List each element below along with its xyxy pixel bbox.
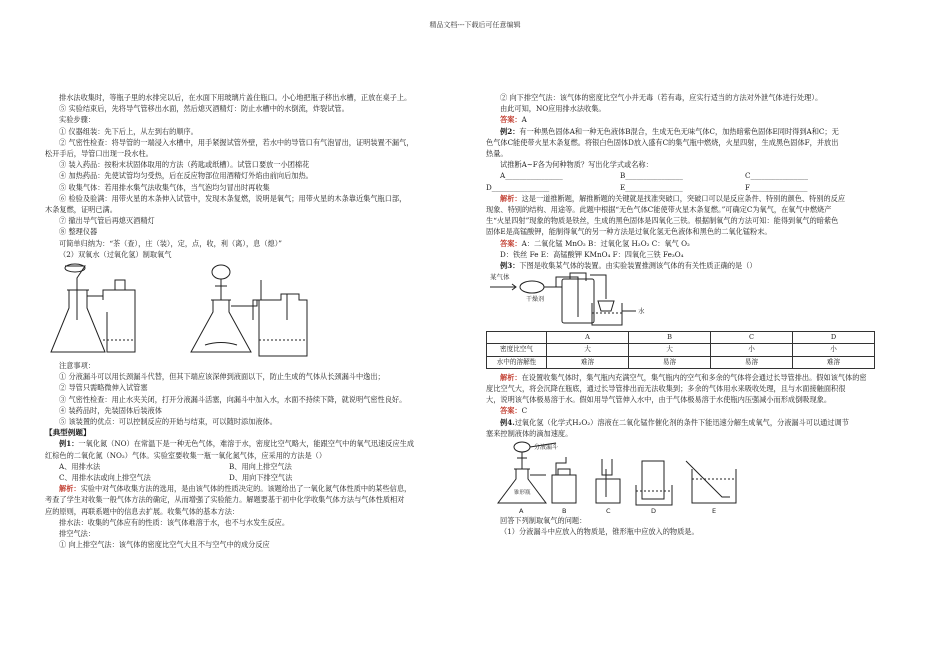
separatory-funnel-label: 分液漏斗 — [534, 444, 559, 452]
table-header-cell — [487, 332, 547, 344]
fig-label-b: B — [562, 507, 567, 516]
example2-line3: 热量。 — [486, 149, 508, 159]
blanks-def — [486, 182, 901, 193]
example1-line1: 例1：一氧化氮（NO）在常温下是一种无色气体，难溶于水，密度比空气略大，能跟空气中的氧气迅速反应生成 — [59, 439, 415, 449]
option-d: D、用向下排空气法 — [229, 473, 293, 483]
conical-flask-label: 锥形瓶 — [514, 490, 531, 497]
table-header-cell: B — [629, 332, 711, 344]
table-cell: 易溶 — [711, 356, 793, 368]
example1-analysis-line1: 解析：实验中对气体收集方法的选用，是由该气体的性质决定的。该题给出了一氧化氮气体性质中的某些信息， — [59, 484, 412, 494]
text-line: ⑦ 撤出导气管后再熄灭酒精灯 — [59, 216, 155, 226]
blank-f: F________________ — [745, 182, 808, 192]
text-line: ④ 装药品时，先装固体后装液体 — [59, 405, 162, 415]
blanks-abc — [486, 170, 901, 181]
table-row — [487, 344, 875, 356]
option-c: C、用排水法或向上排空气法 — [59, 473, 151, 483]
right-column — [486, 92, 901, 537]
option-b: B、用向上排空气法 — [229, 461, 292, 471]
table-header-row — [487, 332, 875, 344]
table-cell: 密度比空气 — [487, 344, 547, 356]
text-line: ① 仪器组装：先下后上，从左到右的顺序。 — [59, 126, 198, 136]
properties-table — [486, 331, 875, 369]
blank-e: E________________ — [620, 182, 683, 192]
table-cell: 大 — [547, 344, 629, 356]
table-cell: 易溶 — [629, 356, 711, 368]
gas-collection-figure — [486, 271, 901, 329]
question4-line2: （1）分液漏斗中应放入的物质是，锥形瓶中应放入的物质是。 — [500, 527, 699, 537]
blank-b: B________________ — [620, 171, 683, 181]
example2-line1: 例2：有一种黑色固体A和一种无色液体B混合，生成无色无味气体C，加热暗紫色固体E同时得到A和C；无 — [500, 126, 839, 136]
text-line: ⑧ 整理仪器 — [59, 227, 98, 237]
text-line: 排水法收集时，等瓶子里的水排完以后，在水面下用玻璃片盖住瓶口。小心地把瓶子移出水槽，正放在桌子上。 — [59, 93, 412, 102]
text-line: ⑤ 该装置的优点：可以控制反应的开始与结束，可以随时添加液体。 — [59, 417, 277, 427]
text-line: ② 导管只需略微伸入试管塞 — [59, 383, 148, 393]
text-line: 实验步骤： — [59, 115, 95, 125]
method-water: 排水法：收集的气体应有的性质：该气体难溶于水，也不与水发生反应。 — [59, 517, 290, 527]
fig-label-e: E — [712, 507, 717, 516]
example1-line2: 红棕色的二氧化氮（NO₂）气体。实验室要收集一瓶一氧化氮气体，应采用的方法是（） — [45, 450, 327, 460]
example2-analysis-line2: 现象、特别的结构、用途等。此题中根据“无色气体C能使带火星木条复燃。”可确定C为氧气，在氧气中燃烧产 — [486, 205, 832, 215]
example2-analysis-line3: 生“火星四射”现象的物质是铁丝，生成的黑色固体是四氧化三铁。根据制氧气的方法可知：能得到氧气的暗紫色 — [486, 216, 839, 226]
example1-analysis-line3: 应的原则，再联系题中的信息去扩展。收集气体的基本方法： — [45, 506, 240, 516]
example3-question: 例3：下图是收集某气体的装置。由实验装置推测该气体的有关性质正确的是（） — [500, 261, 757, 271]
method-air: 排空气法： — [59, 529, 95, 539]
text-line: 注意事项： — [59, 361, 95, 371]
gas-collection-drawing — [486, 271, 901, 329]
answer2-line2: D：铁丝 Fe E：高锰酸钾 KMnO₄ F：四氧化三铁 Fe₃O₄ — [500, 249, 684, 259]
example3-analysis-line2: 度比空气大，将会沉降在瓶底，通过长导管排出而无法收集到；多余的气体用水来吸收处理，且与水面接触面积很 — [486, 384, 846, 394]
fig-label-c: C — [606, 507, 611, 516]
text-line: ① 分液漏斗可以用长颈漏斗代替，但其下端应该深伸到液面以下，防止生成的气体从长颈漏斗中逸出； — [59, 372, 385, 382]
table-header-cell: C — [711, 332, 793, 344]
example2-line4: 试推断A~F各为何种物质？写出化学式或名称： — [500, 160, 653, 170]
conclusion-line: 由此可知，NO应用排水法收集。 — [500, 104, 606, 114]
left-text-block — [45, 92, 483, 260]
fig-label-d: D — [651, 507, 657, 516]
example1-options-ab — [45, 461, 483, 472]
text-line: ③ 气密性检查：用止水夹关闭，打开分液漏斗活塞，向漏斗中加入水，水面不持续下降，就说明气密性良好。 — [59, 394, 407, 404]
text-line: ③ 装入药品：按粉末状固体取用的方法（药匙或纸槽）。试管口要放一小团棉花 — [59, 160, 310, 170]
gas-label: 某气体 — [490, 273, 510, 282]
oxygen-apparatus-figure — [486, 439, 901, 515]
example1-options-cd — [45, 472, 483, 483]
text-line: 木条复燃，证明已满。 — [45, 205, 117, 215]
text-line: ④ 加热药品：先使试管均匀受热，后在反应物部位用酒精灯外焰由前向后加热。 — [59, 171, 313, 181]
blank-c: C________________ — [745, 171, 808, 181]
typical-examples-title: 【典型例题】 — [45, 428, 91, 438]
example2-analysis-line1: 解析：这是一道推断题，解推断题的关键就是找准突破口，突破口可以是反应条件、特别的颜色、特别的反应 — [500, 193, 846, 203]
table-cell: 难溶 — [547, 356, 629, 368]
example3-analysis-line3: 大，说明该气体极易溶于水。假如用导气管伸入水中，由于气体极易溶于水使瓶内压强减小而形成倒吸现象。 — [486, 395, 832, 405]
example4-line2: 塞来控制液体的滴加速度。 — [486, 428, 573, 438]
text-line: （2）双氧水（过氧化氢）制取氧气 — [59, 249, 172, 259]
method-upward-air: ① 向上排空气法：该气体的密度比空气大且不与空气中的成分反应 — [59, 540, 270, 550]
text-line: ② 气密性检查：将导管的一端浸入水槽中，用手紧握试管外壁，若水中的导管口有气泡冒出，证明装置不漏气， — [59, 137, 414, 147]
method-downward-air: ② 向下排空气法：该气体的密度比空气小并无毒（若有毒，应实行适当的方法对外泄气体进行处理）。 — [500, 93, 823, 102]
table-cell: 大 — [629, 344, 711, 356]
table-cell: 水中的溶解性 — [487, 356, 547, 368]
blank-a: A________________ — [500, 171, 563, 181]
text-line: ⑤ 收集气体：若用排水集气法收集气体，当气泡均匀冒出时再收集 — [59, 182, 270, 192]
fig-label-a: A — [519, 507, 524, 516]
example2-analysis-line4: 固体E是高锰酸钾，能制得氧气的另一种方法是过氧化氢无色液体和黑色的二氧化锰粉末。 — [486, 227, 772, 237]
left-column — [45, 92, 483, 551]
question4-line1: 回答下列制取氧气的问题： — [500, 516, 587, 526]
table-header-cell: A — [547, 332, 629, 344]
text-line: ⑤ 实验结束后，先将导气管移出水面，然后熄灭酒精灯：防止水槽中的水倒流，炸裂试管。 — [59, 104, 349, 114]
text-line: 可简单归纳为：“茶（查），庄（装），定，点，收，利（离），息（熄）” — [59, 238, 282, 248]
table-cell: 小 — [711, 344, 793, 356]
option-a: A、用排水法 — [59, 461, 101, 471]
table-header-cell: D — [793, 332, 875, 344]
answer2-line1: 答案：A：二氧化锰 MnO₂ B：过氧化氢 H₂O₂ C：氧气 O₂ — [500, 238, 690, 248]
text-line: ⑥ 检验及验满：用带火星的木条伸入试管中，发现木条复燃，说明是氧气；用带火星的木条靠近集气瓶口部， — [59, 193, 407, 203]
peroxide-apparatus-figure — [45, 260, 483, 360]
text-line: 松开手后，导管口出现一段水柱。 — [45, 149, 153, 159]
example3-analysis-line1: 解析：在设置收集气体时，集气瓶内充满空气，集气瓶内的空气和多余的气体将会通过长导管排出。假如该气体的密 — [500, 372, 867, 382]
example1-analysis-line2: 考查了学生对收集一般气体方法的确定，从而增强了实验能力。解题要基于初中化学收集气体方法与气体性质相对 — [45, 495, 405, 505]
blank-d: D________________ — [486, 182, 550, 192]
oxygen-apparatus-drawing — [486, 439, 901, 515]
answer3: 答案：C — [500, 406, 528, 416]
example2-line2: 色气体C能使带火星木条复燃。将银白色固体D放入盛有C的集气瓶中燃烧，火星四射，生成黑色固体F，并放出 — [486, 137, 839, 147]
table-cell: 小 — [793, 344, 875, 356]
example4-line1: 例4.过氧化氢（化学式H₂O₂）溶液在二氧化锰作催化剂的条件下能迅速分解生成氧气，分液漏斗可以通过调节 — [500, 417, 849, 427]
water-label: 水 — [638, 307, 645, 316]
page-header: 精品文档---下载后可任意编辑 — [429, 21, 521, 29]
notes-block — [45, 360, 483, 427]
table-row — [487, 356, 875, 368]
table-cell: 难溶 — [793, 356, 875, 368]
answer1: 答案：A — [500, 115, 527, 125]
dryer-label: 干燥剂 — [526, 296, 545, 304]
apparatus-drawing — [45, 260, 483, 360]
